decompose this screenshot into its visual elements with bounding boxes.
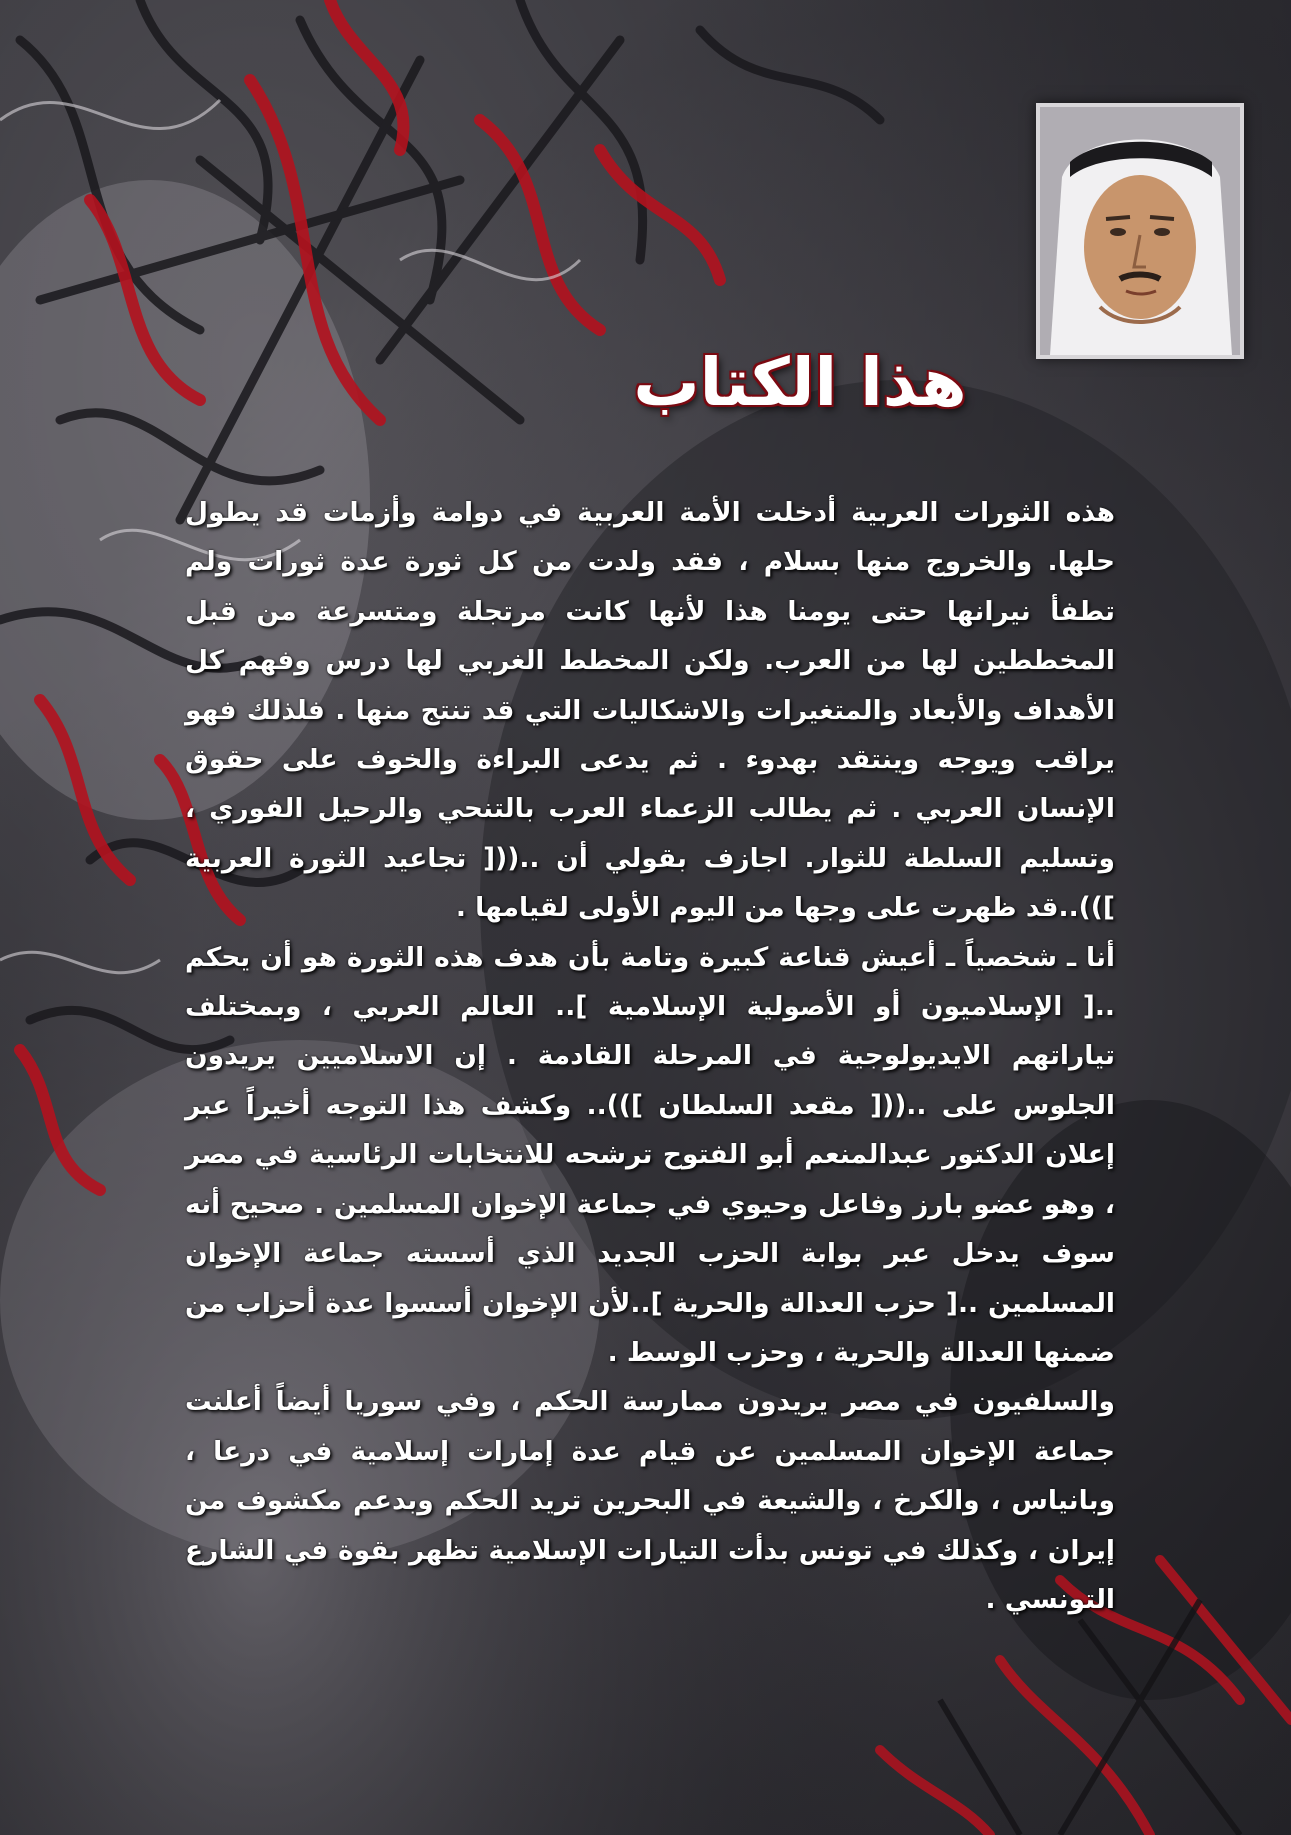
paragraph-2: أنا ـ شخصياً ـ أعيش قناعة كبيرة وتامة بأن هدف هذه الثورة هو أن يحكم ..[ الإسلاميون أو الأصولية الإسلامية ].. العالم العربي ، وبمختلف تياراتهم الايديولوجية في المرحلة القادمة . إن الاسلاميين يريدون الجلوس على ..(([ مقعد السلطان ])).. وكشف هذا التوجه أخيراً عبر إعلان الدكتور عبدالمنعم أبو الفتوح ترشحه للانتخابات الرئاسية في مصر ، وهو عضو بارز وفاعل وحيوي في جماعة الإخوان المسلمين . صحيح أنه سوف يدخل عبر بوابة الحزب الجديد الذي أسسته جماعة الإخوان المسلمين ..[ حزب العدالة والحرية ]..لأن الإخوان أسسوا عدة أحزاب من ضمنها العدالة والحرية ، وحزب الوسط . [185, 941, 1115, 1368]
paragraph-1: هذه الثورات العربية أدخلت الأمة العربية في دوامة وأزمات قد يطول حلها. والخروج منها بسلام ، فقد ولدت من كل ثورة عدة ثورات ولم تطفأ نيرانها حتى يومنا هذا لأنها كانت مرتجلة ومتسرعة من قبل المخططين لها من العرب. ولكن المخطط الغربي لها درس وفهم كل الأهداف والأبعاد والمتغيرات والاشكاليات التي قد تنتج منها . فلذلك فهو يراقب ويوجه وينتقد بهدوء . ثم يدعى البراءة والخوف على حقوق الإنسان العربي . ثم يطالب الزعماء العرب بالتنحي والرحيل الفوري ، وتسليم السلطة للثوار. اجازف بقولي أن ..(([ تجاعيد الثورة العربية ]))..قد ظهرت على وجها من اليوم الأولى لقيامها . [185, 497, 1115, 924]
paragraph-3: والسلفيون في مصر يريدون ممارسة الحكم ، وفي سوريا أيضاً أعلنت جماعة الإخوان المسلمين عن قيام عدة إمارات إسلامية في درعا ، وبانياس ، والكرخ ، والشيعة في البحرين تريد الحكم وبدعم مكشوف من إيران ، وكذلك في تونس بدأت التيارات الإسلامية تظهر بقوة في الشارع التونسي . [185, 1386, 1115, 1615]
author-portrait-icon [1040, 107, 1240, 355]
author-photo [1036, 103, 1244, 359]
page-title: هذا الكتاب [633, 344, 967, 421]
body-text [185, 488, 1115, 1624]
